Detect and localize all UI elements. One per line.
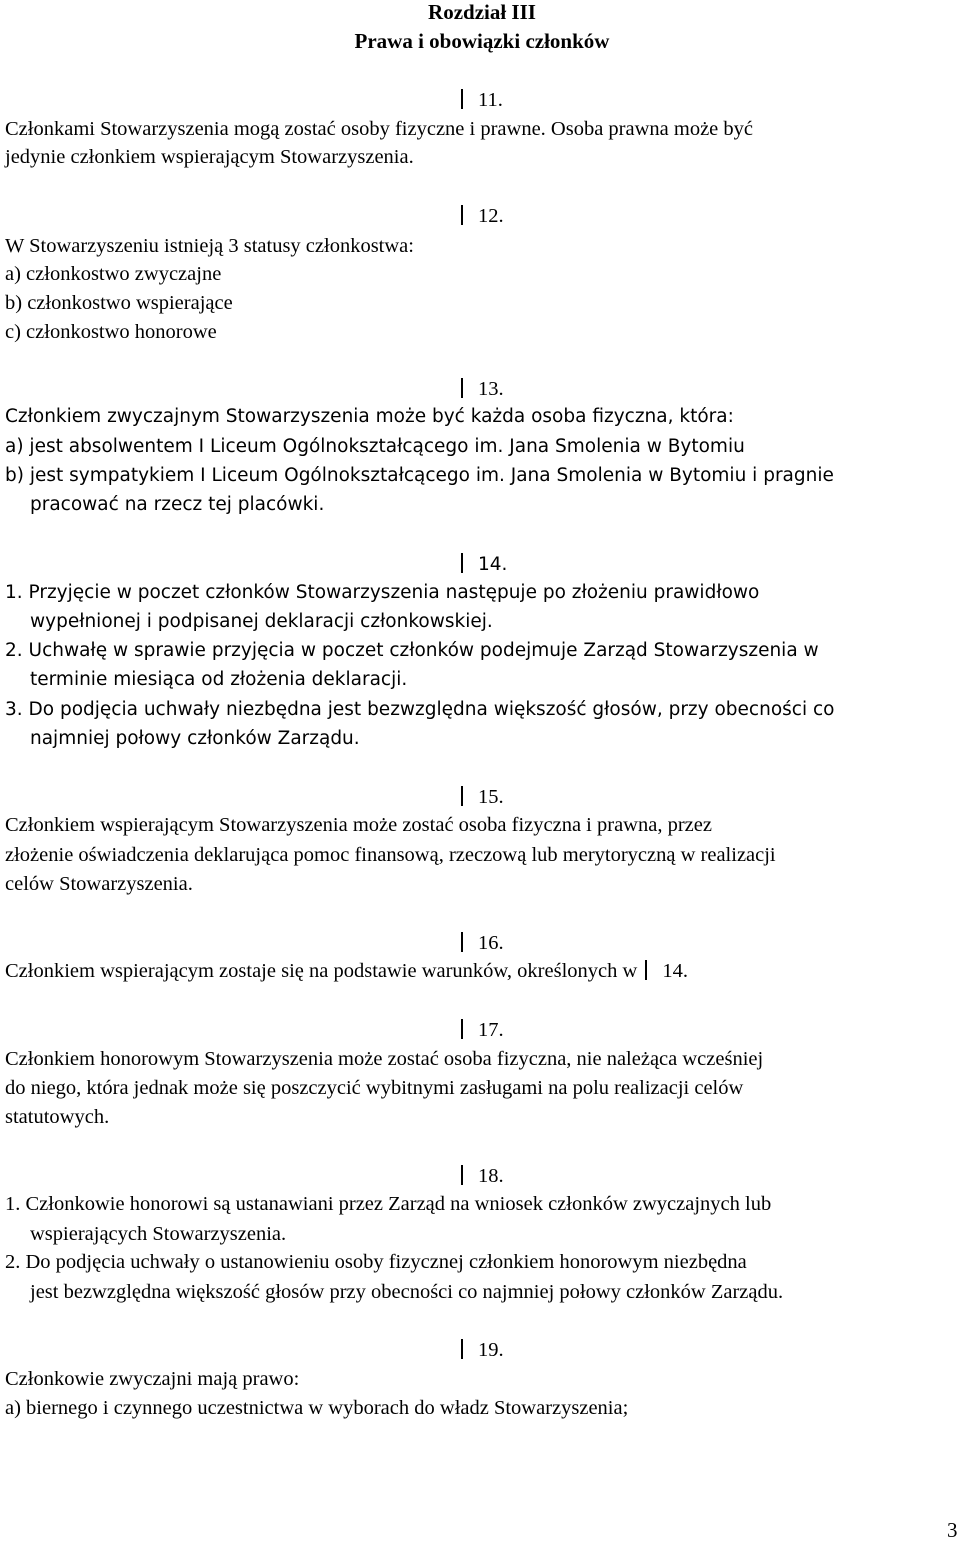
chapter-title: Rozdział III — [428, 0, 536, 24]
section-15-number: 15. — [478, 786, 504, 808]
section-16-line-1: Członkiem wspierającym zostaje się na podstawie warunków, określonych w 14. — [5, 960, 689, 982]
section-17-line-2: do niego, która jednak może się poszczycić wybitnymi zasługami na polu realizacji celów — [5, 1077, 744, 1099]
section-13-number: 13. — [478, 378, 504, 400]
section-11-number: 11. — [478, 89, 503, 111]
section-19-line-1: Członkowie zwyczajni mają prawo: — [5, 1368, 300, 1390]
section-15-line-1: Członkiem wspierającym Stowarzyszenia może zostać osoba fizyczna i prawna, przez — [5, 814, 712, 836]
section-14-line-1: 1. Przyjęcie w poczet członków Stowarzyszenia następuje po złożeniu prawidłowo — [5, 582, 760, 603]
section-18-line-4: jest bezwzględna większość głosów przy obecności co najmniej połowy członków Zarządu. — [30, 1281, 784, 1303]
section-14-line-4: terminie miesiąca od złożenia deklaracji. — [30, 669, 408, 690]
chapter-subtitle: Prawa i obowiązki członków — [354, 29, 610, 53]
section-15-line-3: celów Stowarzyszenia. — [5, 873, 193, 895]
section-18-line-2: wspierających Stowarzyszenia. — [30, 1223, 287, 1245]
section-17-line-1: Członkiem honorowym Stowarzyszenia może zostać osoba fizyczna, nie należąca wcześniej — [5, 1048, 764, 1070]
section-14-line-5: 3. Do podjęcia uchwały niezbędna jest bezwzględna większość głosów, przy obecności co — [5, 699, 835, 720]
section-12-line-4: c) członkostwo honorowe — [5, 321, 217, 343]
section-14-line-3: 2. Uchwałę w sprawie przyjęcia w poczet członków podejmuje Zarząd Stowarzyszenia w — [5, 640, 819, 661]
section-13-line-3: b) jest sympatykiem I Liceum Ogólnokształcącego im. Jana Smolenia w Bytomiu i pragnie — [5, 465, 834, 486]
section-12-line-3: b) członkostwo wspierające — [5, 292, 233, 314]
section-11-line-1: Członkami Stowarzyszenia mogą zostać osoby fizyczne i prawne. Osoba prawna może być — [5, 118, 753, 140]
section-11-line-2: jedynie członkiem wspierającym Stowarzyszenia. — [5, 146, 414, 168]
section-18-number: 18. — [478, 1165, 504, 1187]
section-12-number: 12. — [478, 205, 504, 227]
section-15-line-2: złożenie oświadczenia deklarująca pomoc finansową, rzeczową lub merytoryczną w realizacji — [5, 844, 776, 866]
page-number: 3 — [947, 1518, 958, 1542]
section-16-number: 16. — [478, 932, 504, 954]
section-17-line-3: statutowych. — [5, 1106, 110, 1128]
section-14-line-2: wypełnionej i podpisanej deklaracji członkowskiej. — [30, 611, 493, 632]
section-14-line-6: najmniej połowy członków Zarządu. — [30, 728, 360, 749]
section-12-line-1: W Stowarzyszeniu istnieją 3 statusy członkostwa: — [5, 235, 414, 257]
section-17-number: 17. — [478, 1019, 504, 1041]
section-18-line-1: 1. Członkowie honorowi są ustanawiani przez Zarząd na wniosek członków zwyczajnych lub — [5, 1193, 772, 1215]
section-18-line-3: 2. Do podjęcia uchwały o ustanowieniu osoby fizycznej członkiem honorowym niezbędna — [5, 1251, 747, 1273]
section-12-line-2: a) członkostwo zwyczajne — [5, 263, 222, 285]
section-19-number: 19. — [478, 1339, 504, 1361]
section-19-line-2: a) biernego i czynnego uczestnictwa w wyborach do władz Stowarzyszenia; — [5, 1397, 629, 1419]
section-14-number: 14. — [478, 554, 508, 575]
section-13-line-1: Członkiem zwyczajnym Stowarzyszenia może być każda osoba fizyczna, która: — [5, 406, 734, 427]
section-13-line-4: pracować na rzecz tej placówki. — [30, 494, 325, 515]
section-13-line-2: a) jest absolwentem I Liceum Ogólnokształcącego im. Jana Smolenia w Bytomiu — [5, 436, 745, 457]
